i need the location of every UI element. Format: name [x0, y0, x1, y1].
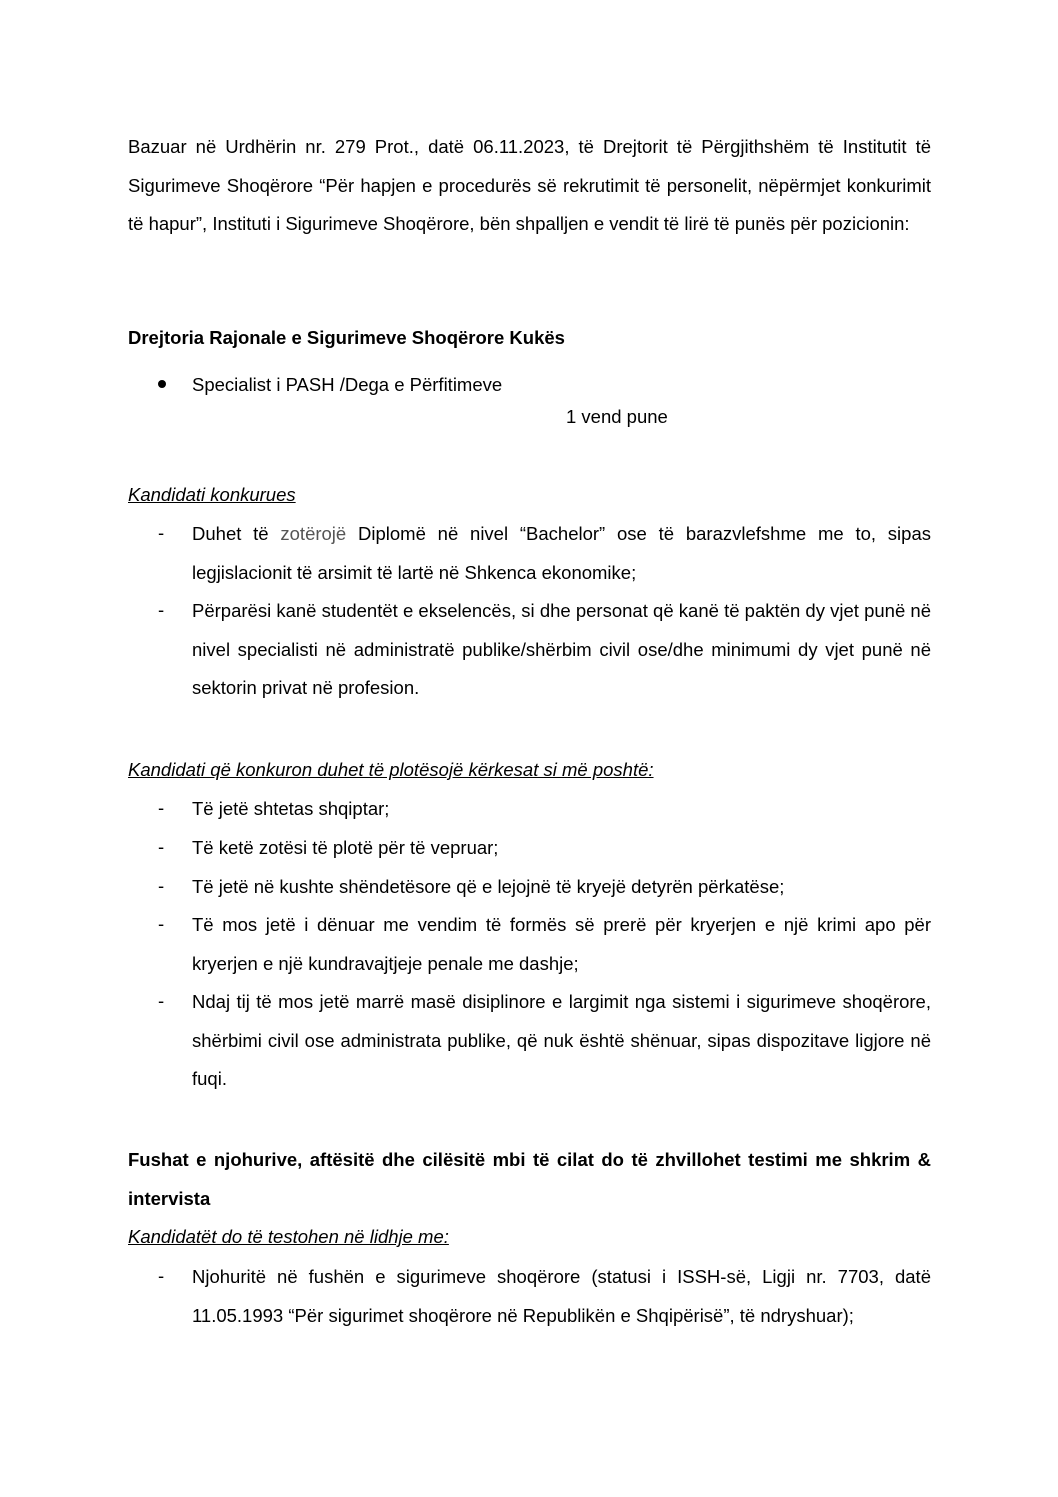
bullet-icon [158, 366, 178, 393]
list-item-text: Ndaj tij të mos jetë marrë masë disiplinore e largimit nga sistemi i sigurimeve shoqërore, shërbimi civil ose administrata publike, që nuk është shënuar, sipas dispozitave ligjore në fuqi. [192, 991, 931, 1089]
list-item-text: Të ketë zotësi të plotë për të vepruar; [192, 837, 499, 858]
dash-marker: - [158, 1265, 165, 1286]
section-title-requirements: Kandidati që konkuron duhet të plotësojë kërkesat si më poshtë: [128, 759, 654, 780]
section-subtitle-testing: Kandidatët do të testohen në lidhje me: [128, 1226, 449, 1247]
dash-marker: - [158, 836, 165, 857]
dash-marker: - [158, 875, 165, 896]
dash-marker: - [158, 522, 165, 543]
directorate-heading: Drejtoria Rajonale e Sigurimeve Shoqërore Kukës [128, 327, 565, 348]
dash-marker: - [158, 599, 165, 620]
list-item-text: Duhet të zotërojë Diplomë në nivel “Bachelor” ose të barazvlefshme me to, sipas legjislacionit të arsimit të lartë në Shkenca ekonomike; [192, 523, 931, 583]
list-item-text: Të jetë në kushte shëndetësore që e lejojnë të kryejë detyrën përkatëse; [192, 876, 785, 897]
dash-marker: - [158, 990, 165, 1011]
position-text: Specialist i PASH /Dega e Përfitimeve [192, 374, 503, 395]
intro-paragraph: Bazuar në Urdhërin nr. 279 Prot., datë 06.11.2023, të Drejtorit të Përgjithshëm të Institutit të Sigurimeve Shoqërore “Për hapjen e procedurës së rekrutimit të personelit, nëpërmjet konkurimit të hapur”, Instituti i Sigurimeve Shoqërore, bën shpalljen e vendit të lirë të punës për pozicionin: [128, 136, 931, 234]
list-item-text: Të jetë shtetas shqiptar; [192, 798, 390, 819]
list-item-text: Njohuritë në fushën e sigurimeve shoqërore (statusi i ISSH-së, Ligji nr. 7703, datë 11.05.1993 “Për sigurimet shoqërore në Republikën e Shqipërisë”, të ndryshuar); [192, 1266, 931, 1326]
list-item-text: Të mos jetë i dënuar me vendim të formës së prerë për kryerjen e një krimi apo për kryerjen e një kundravajtjeje penale me dashje; [192, 914, 931, 974]
section-title-candidate: Kandidati konkurues [128, 484, 296, 505]
dash-marker: - [158, 797, 165, 818]
list-item-text: Përparësi kanë studentët e ekselencës, si dhe personat që kanë të paktën dy vjet punë në nivel specialisti në administratë publike/shërbim civil ose/dhe minimumi dy vjet punë në sektorin privat në profesion. [192, 600, 931, 698]
section-title-knowledge: Fushat e njohurive, aftësitë dhe cilësitë mbi të cilat do të zhvillohet testimi me shkrim & intervista [128, 1149, 931, 1209]
vacancies-count: 1 vend pune [566, 406, 668, 427]
dash-marker: - [158, 913, 165, 934]
